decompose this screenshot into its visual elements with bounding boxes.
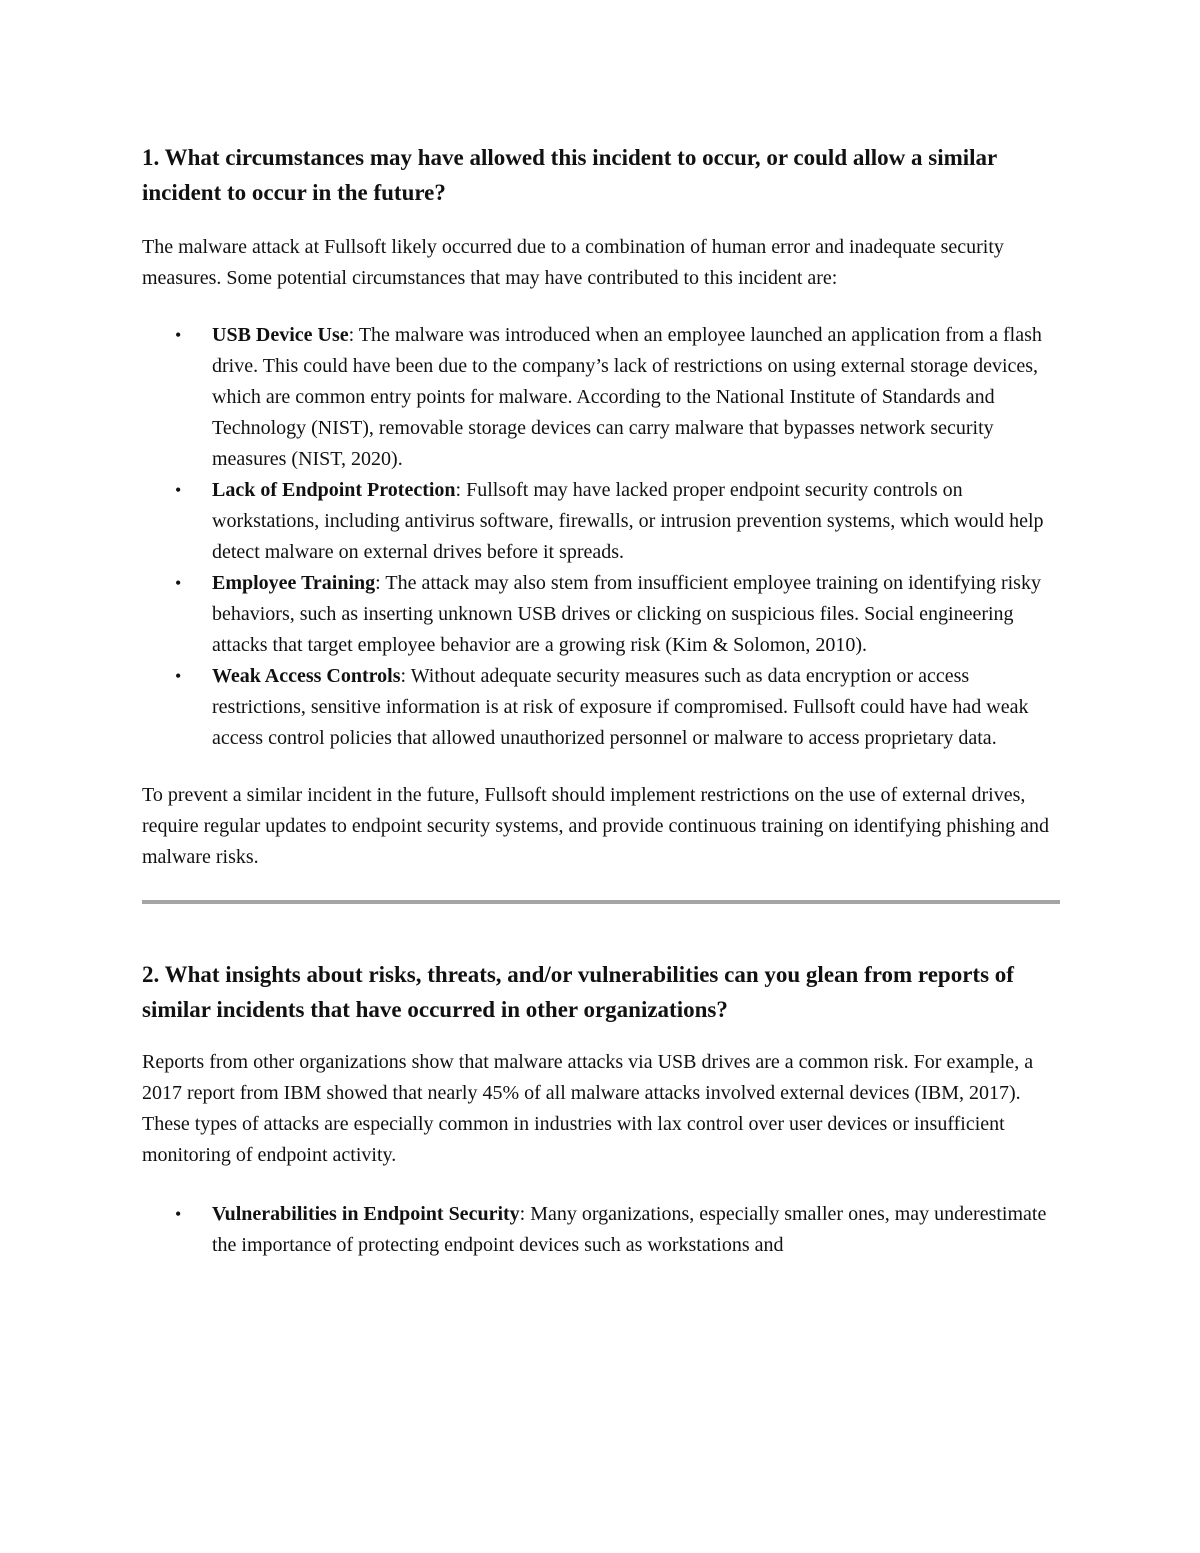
section-1-closing: To prevent a similar incident in the future, Fullsoft should implement restrictions on the use of external drives, require regular updates to endpoint security systems, and provide continuous training on identifying phishing and malware risks. — [142, 784, 1050, 868]
section-2-intro: Reports from other organizations show that malware attacks via USB drives are a common risk. For example, a 2017 report from IBM showed that nearly 45% of all malware attacks involved external devices (IBM, 2017). These types of attacks are especially common in industries with lax control over user devices or insufficient monitoring of endpoint activity. — [142, 1051, 1034, 1166]
list-item-term: Employee Training — [212, 572, 376, 594]
list-item-text: : The attack may also stem from insufficient employee training on identifying risky behaviors, such as inserting unknown USB drives or clicking on suspicious files. Social engineering attacks that target employee behavior are a growing risk (Kim & Solomon, 2010). — [212, 572, 1041, 656]
list-item-term: Lack of Endpoint Protection — [212, 479, 456, 501]
list-item — [142, 568, 1060, 661]
bullet-icon: • — [175, 573, 182, 593]
bullet-icon: • — [175, 480, 182, 500]
list-item — [142, 1199, 1060, 1261]
list-item — [142, 661, 1060, 754]
list-item-text: : Fullsoft may have lacked proper endpoint security controls on workstations, including antivirus software, firewalls, or intrusion prevention systems, which would help detect malware on external drives before it spreads. — [212, 479, 1044, 563]
bullet-icon: • — [175, 666, 182, 686]
bullet-icon: • — [175, 325, 182, 345]
section-2-heading: 2. What insights about risks, threats, and/or vulnerabilities can you glean from reports of similar incidents that have occurred in other organizations? — [142, 962, 1014, 1022]
list-item-term: Weak Access Controls — [212, 665, 401, 687]
section-1-heading: 1. What circumstances may have allowed this incident to occur, or could allow a similar incident to occur in the future? — [142, 145, 997, 205]
list-item — [142, 475, 1060, 568]
list-item-text: : The malware was introduced when an employee launched an application from a flash drive. This could have been due to the company’s lack of restrictions on using external storage devices, which are common entry points for malware. According to the National Institute of Standards and Technology (NIST), removable storage devices can carry malware that bypasses network security measures (NIST, 2020). — [212, 324, 1042, 470]
section-2-list — [142, 1199, 1060, 1261]
section-1-list — [142, 320, 1060, 754]
horizontal-rule — [142, 900, 1060, 904]
list-item-term: USB Device Use — [212, 324, 349, 346]
list-item-text: : Many organizations, especially smaller ones, may underestimate the importance of protecting endpoint devices such as workstations and — [212, 1203, 1047, 1256]
bullet-icon: • — [175, 1204, 182, 1224]
section-1-intro: The malware attack at Fullsoft likely occurred due to a combination of human error and inadequate security measures. Some potential circumstances that may have contributed to this incident are: — [142, 236, 1004, 289]
list-item-text: : Without adequate security measures such as data encryption or access restrictions, sensitive information is at risk of exposure if compromised. Fullsoft could have had weak access control policies that allowed unauthorized personnel or malware to access proprietary data. — [212, 665, 1029, 749]
document-page — [142, 140, 1060, 1261]
list-item — [142, 320, 1060, 475]
list-item-term: Vulnerabilities in Endpoint Security — [212, 1203, 520, 1225]
